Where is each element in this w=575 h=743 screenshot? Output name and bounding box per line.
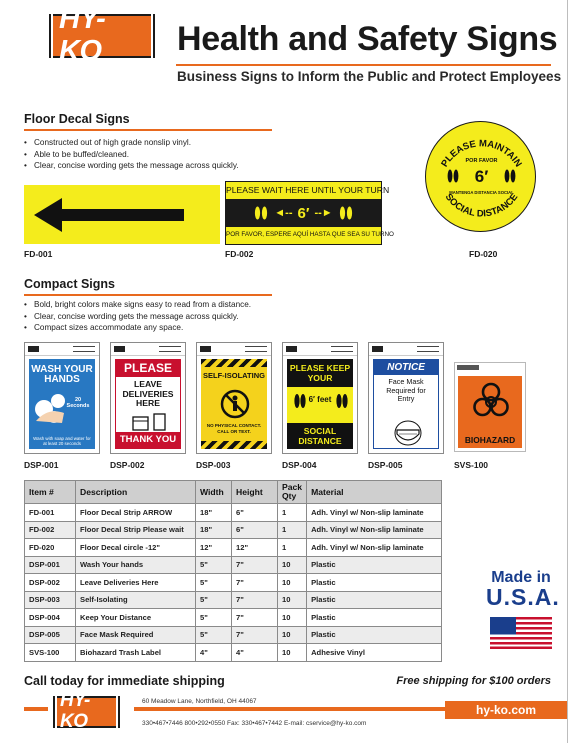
- table-row: [25, 556, 442, 574]
- table-cell: Adhesive Vinyl: [307, 644, 442, 662]
- table-cell: 5": [196, 609, 232, 627]
- table-cell: 6": [232, 521, 278, 539]
- dsp-002-footer: THANK YOU: [116, 432, 180, 448]
- table-row: [25, 609, 442, 627]
- table-cell: Self-Isolating: [76, 591, 196, 609]
- fd-020-circle-art: [426, 122, 537, 233]
- dsp-005-title: NOTICE: [374, 360, 438, 375]
- table-row: [25, 521, 442, 539]
- table-cell: Biohazard Trash Label: [76, 644, 196, 662]
- bullet-item: • Constructed out of high grade nonslip vinyl.: [24, 137, 239, 149]
- dsp-004-code: DSP-004: [282, 460, 317, 470]
- fd-020-distance: 6′: [474, 167, 489, 186]
- table-cell: FD-001: [25, 504, 76, 522]
- table-cell: DSP-001: [25, 556, 76, 574]
- page-title: Health and Safety Signs: [177, 20, 558, 58]
- table-cell: 7": [232, 556, 278, 574]
- dsp-002-code: DSP-002: [110, 460, 145, 470]
- title-rule: [176, 64, 551, 66]
- table-cell: 4": [196, 644, 232, 662]
- fd-020-code: FD-020: [469, 249, 498, 259]
- svs-100-code: SVS-100: [454, 460, 489, 470]
- table-cell: 1: [278, 521, 307, 539]
- table-cell: 7": [232, 591, 278, 609]
- biohazard-panel: [458, 376, 522, 448]
- usa-flag-icon: [490, 617, 552, 649]
- fd-002-wait-decal[interactable]: [225, 181, 394, 245]
- made-in-line2: U.S.A.: [486, 584, 560, 610]
- fd-020-por-favor: POR FAVOR: [465, 158, 498, 164]
- table-cell: Adh. Vinyl w/ Non-slip laminate: [307, 504, 442, 522]
- no-contact-icon: [220, 389, 250, 419]
- call-today-text: Call today for immediate shipping: [24, 674, 225, 688]
- sign-hanger: [369, 343, 443, 356]
- face-mask-icon: [391, 420, 425, 446]
- left-arrow-icon: ◄--: [274, 207, 293, 219]
- table-cell: Plastic: [307, 609, 442, 627]
- fd-002-bottom-text: POR FAVOR, ESPERE AQUÍ HASTA QUE SEA SU TURNO: [226, 231, 394, 238]
- dsp-001-title: WASH YOUR HANDS: [31, 364, 93, 385]
- column-header: Item #: [25, 481, 76, 504]
- sign-hanger: [25, 343, 99, 356]
- table-cell: Adh. Vinyl w/ Non-slip laminate: [307, 539, 442, 557]
- dsp-002-banner: PLEASE: [116, 360, 180, 377]
- dsp-002-body: LEAVE DELIVERIES HERE: [122, 379, 174, 408]
- table-cell: 5": [196, 574, 232, 592]
- dsp-001-code: DSP-001: [24, 460, 59, 470]
- left-arrow-icon: [34, 198, 184, 232]
- dsp-003-sign[interactable]: [196, 342, 272, 454]
- table-cell: 10: [278, 609, 307, 627]
- bullet-item: • Clear, concise wording gets the message across quickly.: [24, 311, 251, 323]
- dsp-005-body: Face Mask Required for Entry: [386, 377, 426, 403]
- sign-hanger: [111, 343, 185, 356]
- made-in-line1: Made in: [491, 569, 551, 586]
- floor-decal-section-title: Floor Decal Signs: [24, 112, 130, 126]
- fd-001-code: FD-001: [24, 249, 53, 259]
- table-row: [25, 504, 442, 522]
- table-cell: 1: [278, 504, 307, 522]
- fd-002-distance-band: [226, 199, 381, 227]
- right-arrow-icon: --►: [314, 207, 333, 219]
- fd-001-arrow-decal[interactable]: [24, 185, 220, 244]
- website-link[interactable]: hy-ko.com: [445, 701, 567, 719]
- product-table: [24, 480, 442, 662]
- dsp-004-distance: 6′ feet: [308, 395, 332, 404]
- table-cell: 5": [196, 626, 232, 644]
- table-row: [25, 574, 442, 592]
- table-cell: 4": [232, 644, 278, 662]
- dsp-003-caption: NO PHYSICAL CONTACT. CALL OR TEXT.: [206, 423, 262, 434]
- hy-ko-logo-footer[interactable]: HY-KO: [53, 696, 120, 728]
- table-cell: Floor Decal Strip ARROW: [76, 504, 196, 522]
- table-cell: Face Mask Required: [76, 626, 196, 644]
- label-tab: [457, 365, 479, 370]
- table-cell: Plastic: [307, 574, 442, 592]
- table-cell: 6": [232, 504, 278, 522]
- table-cell: 10: [278, 556, 307, 574]
- fd-002-top-text: PLEASE WAIT HERE UNTIL YOUR TURN: [226, 185, 390, 195]
- hazard-stripe-bottom: [201, 441, 267, 449]
- compact-bullets: [24, 299, 251, 334]
- hy-ko-logo[interactable]: HY-KO: [49, 14, 155, 58]
- table-cell: Plastic: [307, 626, 442, 644]
- compact-rule: [24, 294, 272, 296]
- table-cell: FD-002: [25, 521, 76, 539]
- dsp-004-sign[interactable]: [282, 342, 358, 454]
- dsp-003-title: SELF-ISOLATING: [203, 371, 265, 380]
- table-cell: 12": [232, 539, 278, 557]
- keep-distance-panel: [287, 359, 353, 449]
- table-cell: Plastic: [307, 591, 442, 609]
- fd-002-distance: 6′: [297, 204, 310, 222]
- table-cell: Leave Deliveries Here: [76, 574, 196, 592]
- fd-002-code: FD-002: [225, 249, 254, 259]
- package-icon: [130, 412, 170, 432]
- table-cell: DSP-002: [25, 574, 76, 592]
- biohazard-icon: [471, 382, 511, 422]
- column-header: Height: [232, 481, 278, 504]
- table-cell: Floor Decal Strip Please wait: [76, 521, 196, 539]
- table-cell: 18": [196, 504, 232, 522]
- wash-hands-panel: [29, 359, 95, 449]
- dsp-003-code: DSP-003: [196, 460, 231, 470]
- footprints-icon: [253, 205, 269, 221]
- table-row: [25, 539, 442, 557]
- table-body: [25, 504, 442, 662]
- sign-hanger: [283, 343, 357, 356]
- free-shipping-text: Free shipping for $100 orders: [396, 675, 551, 687]
- page-subtitle: Business Signs to Inform the Public and Protect Employees: [177, 69, 562, 84]
- column-header: Width: [196, 481, 232, 504]
- svs-100-sign[interactable]: [454, 362, 526, 452]
- fd-020-spanish: MANTENGA DISTANCIA SOCIAL: [449, 190, 514, 195]
- table-cell: Wash Your hands: [76, 556, 196, 574]
- compact-section-title: Compact Signs: [24, 277, 115, 291]
- table-header-row: [25, 481, 442, 504]
- bullet-item: • Clear, concise wording gets the message across quickly.: [24, 160, 239, 172]
- floor-decal-bullets: [24, 137, 239, 172]
- table-cell: 10: [278, 574, 307, 592]
- dsp-004-footer: SOCIAL DISTANCE: [287, 423, 353, 449]
- fd-020-arc-bottom: SOCIAL DISTANCE: [442, 191, 521, 220]
- page-edge-rule: [567, 0, 568, 743]
- table-cell: 5": [196, 591, 232, 609]
- dsp-001-seconds: 20 Seconds: [66, 397, 90, 409]
- dsp-005-sign[interactable]: [368, 342, 444, 454]
- table-cell: 10: [278, 626, 307, 644]
- sign-hanger: [197, 343, 271, 356]
- table-row: [25, 626, 442, 644]
- table-cell: 12": [196, 539, 232, 557]
- table-cell: 7": [232, 626, 278, 644]
- svs-100-footer: BIOHAZARD: [464, 435, 516, 445]
- hazard-stripe-top: [201, 359, 267, 367]
- table-cell: 5": [196, 556, 232, 574]
- column-header: Description: [76, 481, 196, 504]
- bullet-item: • Able to be buffed/cleaned.: [24, 149, 239, 161]
- dsp-002-sign[interactable]: [110, 342, 186, 454]
- table-cell: Plastic: [307, 556, 442, 574]
- table-cell: Adh. Vinyl w/ Non-slip laminate: [307, 521, 442, 539]
- footprints-icon: [338, 205, 354, 221]
- table-cell: DSP-005: [25, 626, 76, 644]
- dsp-001-caption: Wash with soap and water for at least 20 seconds: [33, 436, 91, 446]
- made-in-usa-badge: [486, 569, 560, 653]
- table-cell: Floor Decal circle -12": [76, 539, 196, 557]
- column-header: Material: [307, 481, 442, 504]
- bullet-item: • Compact sizes accommodate any space.: [24, 322, 251, 334]
- dsp-005-code: DSP-005: [368, 460, 403, 470]
- table-cell: SVS-100: [25, 644, 76, 662]
- footer-rule-left: [24, 707, 48, 711]
- table-cell: Keep Your Distance: [76, 609, 196, 627]
- table-cell: 10: [278, 591, 307, 609]
- footer-address: 60 Meadow Lane, Northfield, OH 44067: [142, 698, 257, 705]
- floor-decal-rule: [24, 129, 272, 131]
- self-isolating-panel: [201, 359, 267, 449]
- fd-020-arc-top: PLEASE MAINTAIN: [439, 138, 524, 170]
- table-cell: 18": [196, 521, 232, 539]
- face-mask-panel: [373, 359, 439, 449]
- dsp-001-sign[interactable]: [24, 342, 100, 454]
- column-header: Pack Qty: [278, 481, 307, 504]
- table-cell: 10: [278, 644, 307, 662]
- table-cell: FD-020: [25, 539, 76, 557]
- table-cell: DSP-004: [25, 609, 76, 627]
- dsp-004-title: PLEASE KEEP YOUR: [287, 359, 353, 387]
- fd-020-circle-decal[interactable]: [425, 121, 536, 232]
- deliveries-panel: [115, 359, 181, 449]
- table-cell: DSP-003: [25, 591, 76, 609]
- table-cell: 7": [232, 574, 278, 592]
- bullet-item: • Bold, bright colors make signs easy to read from a distance.: [24, 299, 251, 311]
- table-cell: 1: [278, 539, 307, 557]
- table-row: [25, 644, 442, 662]
- table-row: [25, 591, 442, 609]
- footer-contact: 330•467•7446 800•292•0550 Fax: 330•467•7442 E-mail: cservice@hy-ko.com: [142, 720, 367, 727]
- table-cell: 7": [232, 609, 278, 627]
